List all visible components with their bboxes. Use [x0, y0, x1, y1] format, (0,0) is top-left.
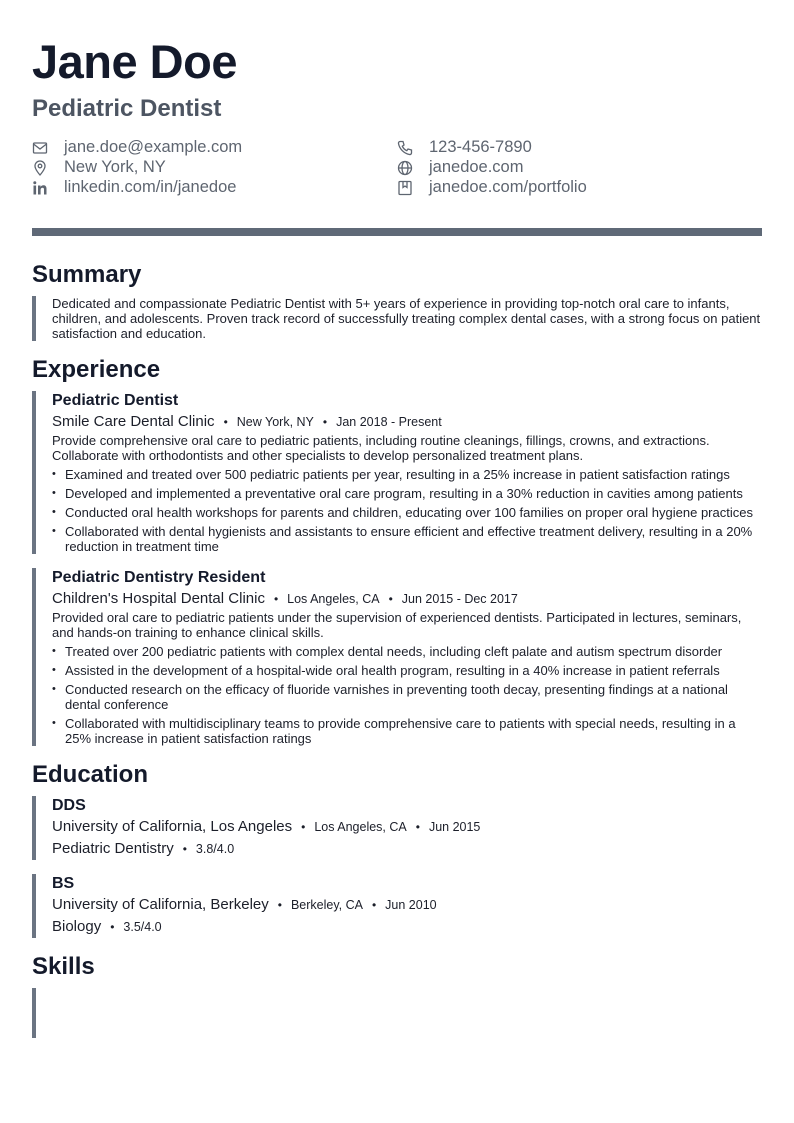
- location-pin-icon: [32, 160, 48, 176]
- contact-email: [32, 138, 397, 157]
- phone-icon: [397, 140, 413, 156]
- website-text[interactable]: janedoe.com: [429, 158, 524, 176]
- header-divider: [32, 228, 762, 236]
- degree: BS: [52, 875, 75, 892]
- field-of-study: Biology: [52, 918, 102, 935]
- separator-dot: •: [110, 920, 115, 934]
- candidate-title: Pediatric Dentist: [32, 95, 222, 122]
- job-description: Provide comprehensive oral care to pediatric patients, including routine cleanings, fillings, crowns, and extractions. Collaborate with orthodontists and other specialists to develop personalized treatment plans.: [52, 433, 710, 463]
- phone-text[interactable]: 123-456-7890: [429, 138, 532, 156]
- summary-heading: Summary: [32, 261, 142, 288]
- contact-website: [397, 158, 762, 177]
- job-description: Provided oral care to pediatric patients under the supervision of experienced dentists. Participated in lectures, seminars, and hands-on training to enhance clinical skills.: [52, 610, 742, 640]
- achievement-item: • Examined and treated over 500 pediatric patients per year, resulting in a 25% increase in patient satisfaction ratings: [52, 467, 762, 482]
- job-title: Pediatric Dentistry Resident: [52, 569, 266, 586]
- separator-dot: •: [273, 592, 279, 606]
- school-location: Berkeley, CA: [290, 898, 363, 912]
- job-dates: Jun 2015 - Dec 2017: [401, 592, 518, 606]
- school-location: Los Angeles, CA: [314, 820, 407, 834]
- linkedin-icon: [32, 180, 48, 196]
- gpa: 3.8/4.0: [195, 842, 235, 856]
- job-title: Pediatric Dentist: [52, 392, 179, 409]
- achievement-item: • Conducted research on the efficacy of fluoride varnishes in preventing tooth decay, presenting findings at a national dental conference: [52, 682, 762, 712]
- school-name: University of California, Berkeley: [52, 896, 269, 913]
- bookmark-book-icon: [397, 180, 413, 196]
- contact-location: [32, 158, 397, 177]
- achievement-item: • Conducted oral health workshops for parents and children, educating over 100 families on proper oral hygiene practices: [52, 505, 762, 520]
- achievement-item: • Collaborated with dental hygienists and assistants to ensure efficient and effective treatment delivery, resulting in a 20% reduction in treatment time: [52, 524, 762, 554]
- separator-dot: •: [415, 820, 420, 834]
- contact-linkedin: [32, 178, 397, 197]
- achievement-item: • Assisted in the development of a hospital-wide oral health program, resulting in a 40% increase in patient referrals: [52, 663, 762, 678]
- contact-phone: [397, 138, 762, 157]
- job-meta: [52, 411, 762, 433]
- separator-dot: •: [223, 415, 228, 429]
- separator-dot: •: [301, 820, 306, 834]
- job-achievements: [52, 467, 762, 554]
- candidate-name: Jane Doe: [32, 35, 237, 88]
- globe-icon: [397, 160, 413, 176]
- separator-dot: •: [277, 898, 282, 912]
- education-meta: [52, 894, 762, 916]
- skills-block: [32, 988, 762, 1038]
- education-meta: [52, 816, 762, 838]
- contact-portfolio: [397, 178, 762, 197]
- email-text[interactable]: jane.doe@example.com: [64, 138, 243, 156]
- location-text: New York, NY: [64, 158, 166, 176]
- achievement-item: • Collaborated with multidisciplinary teams to provide comprehensive care to patients with special needs, resulting in a 25% increase in patient satisfaction ratings: [52, 716, 762, 746]
- graduation-date: Jun 2015: [428, 820, 481, 834]
- company-name: Children's Hospital Dental Clinic: [52, 590, 265, 607]
- experience-entry: [32, 568, 762, 746]
- contact-info: [32, 138, 762, 197]
- separator-dot: •: [322, 415, 328, 429]
- skills-heading: Skills: [32, 953, 95, 980]
- mail-icon: [32, 140, 48, 156]
- school-name: University of California, Los Angeles: [52, 818, 293, 835]
- graduation-date: Jun 2010: [385, 898, 437, 912]
- job-location: Los Angeles, CA: [287, 592, 380, 606]
- experience-entry: [32, 391, 762, 554]
- gpa: 3.5/4.0: [123, 920, 162, 934]
- job-achievements: [52, 644, 762, 746]
- education-heading: Education: [32, 761, 149, 788]
- job-meta: [52, 588, 762, 610]
- separator-dot: •: [182, 842, 187, 856]
- achievement-item: • Developed and implemented a preventative oral care program, resulting in a 30% reduction in cavities among patients: [52, 486, 762, 501]
- portfolio-text[interactable]: janedoe.com/portfolio: [429, 178, 587, 196]
- separator-dot: •: [371, 898, 377, 912]
- education-entry: [32, 874, 762, 938]
- education-field-row: [52, 916, 762, 938]
- job-location: New York, NY: [236, 415, 314, 429]
- summary-block: [32, 296, 762, 341]
- achievement-item: • Treated over 200 pediatric patients with complex dental needs, including cleft palate and autism spectrum disorder: [52, 644, 762, 659]
- education-entry: [32, 796, 762, 860]
- degree: DDS: [52, 797, 86, 814]
- resume-content: [32, 260, 762, 1038]
- experience-heading: Experience: [32, 356, 161, 383]
- separator-dot: •: [388, 592, 393, 606]
- company-name: Smile Care Dental Clinic: [52, 413, 215, 430]
- summary-text: Dedicated and compassionate Pediatric Dentist with 5+ years of experience in providing top-notch oral care to infants, children, and adolescents. Proven track record of successfully treating complex dental cases, with a strong focus on patient satisfaction and education.: [52, 296, 761, 341]
- field-of-study: Pediatric Dentistry: [52, 840, 174, 857]
- job-dates: Jan 2018 - Present: [336, 415, 442, 429]
- education-field-row: [52, 838, 762, 860]
- linkedin-text[interactable]: linkedin.com/in/janedoe: [64, 178, 237, 196]
